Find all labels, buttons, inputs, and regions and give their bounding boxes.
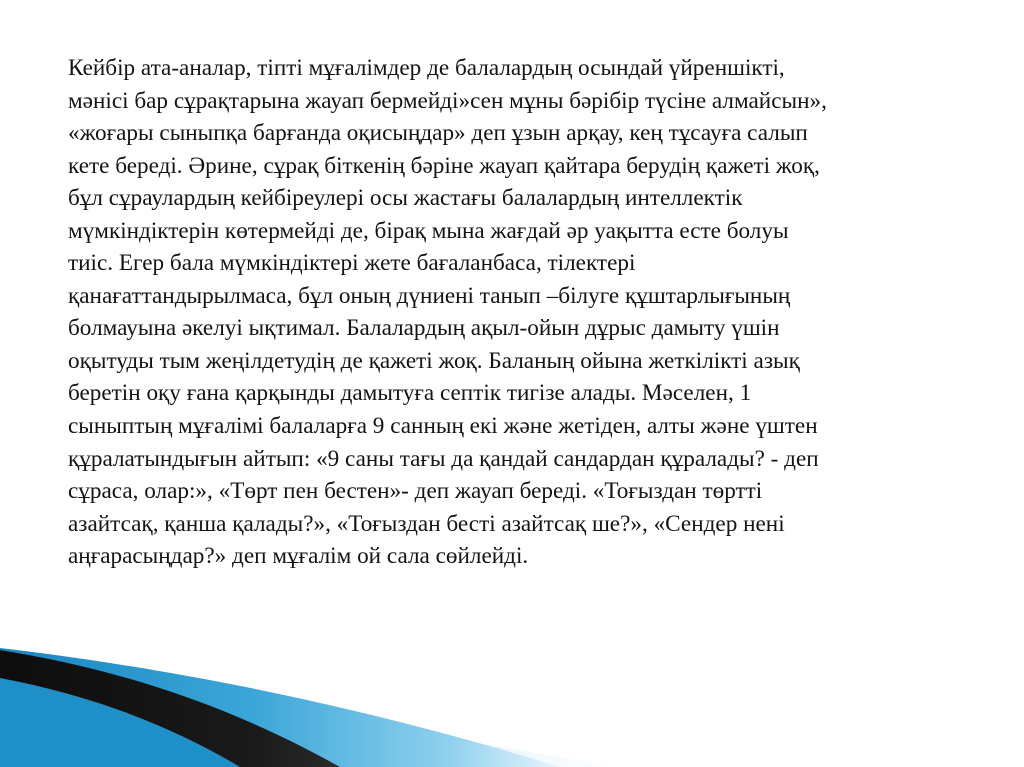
black-swoosh: [0, 650, 340, 767]
paragraph-line: бұл сұраулардың кейбіреулері осы жастағы балалардың интеллектік: [68, 185, 743, 212]
blue-swoosh: [0, 648, 560, 767]
paragraph-line: мүмкіндіктерін көтермейді де, бірақ мына жағдай әр уақытта есте болуы: [68, 217, 789, 244]
paragraph-line: болмауына әкелуі ықтимал. Балалардың ақыл-ойын дұрыс дамыту үшін: [68, 315, 780, 342]
paragraph-line: аңғарасыңдар?» деп мұғалім ой сала сөйлейді.: [68, 543, 529, 570]
body-paragraph: [68, 52, 998, 573]
pale-blue-swoosh: [0, 668, 620, 767]
paragraph-line: сұраса, олар:», «Төрт пен бестен»- деп жауап береді. «Тоғыздан төртті: [68, 478, 763, 505]
paragraph-line: қанағаттандырылмаса, бұл оның дүниені танып –білуге құштарлығының: [68, 282, 791, 309]
paragraph-line: Кейбір ата-аналар, тіпті мұғалімдер де балалардың осындай үйреншікті,: [68, 55, 785, 81]
paragraph-line: оқытуды тым жеңілдетудің де қажеті жоқ. Баланың ойына жеткілікті азық: [68, 347, 800, 374]
paragraph-line: беретін оқу ғана қарқынды дамытуға септік тигізе алады. Мәселен, 1: [68, 380, 752, 407]
paragraph-line: мәнісі бар сұрақтарына жауап бермейді»сен мұны бәрібір түсіне алмайсын»,: [68, 87, 827, 114]
blue-underlay: [0, 678, 240, 767]
paragraph-line: кете береді. Әрине, сұрақ біткенің бәріне жауап қайтара берудің қажеті жоқ,: [68, 152, 820, 179]
paragraph-line: сыныптың мұғалімі балаларға 9 санның екі және жетіден, алты және үштен: [68, 413, 818, 440]
paragraph-line: азайтсақ, қанша қалады?», «Тоғыздан бесті азайтсақ ше?», «Сендер нені: [68, 510, 785, 537]
paragraph-line: құралатындығын айтып: «9 саны тағы да қандай сандардан құралады? - деп: [68, 445, 819, 472]
paragraph-line: тиіс. Егер бала мүмкіндіктері жете бағаланбаса, тілектері: [68, 250, 636, 277]
paragraph-line: «жоғары сыныпқа барғанда оқисыңдар» деп ұзын арқау, кең тұсауға салып: [68, 120, 808, 147]
